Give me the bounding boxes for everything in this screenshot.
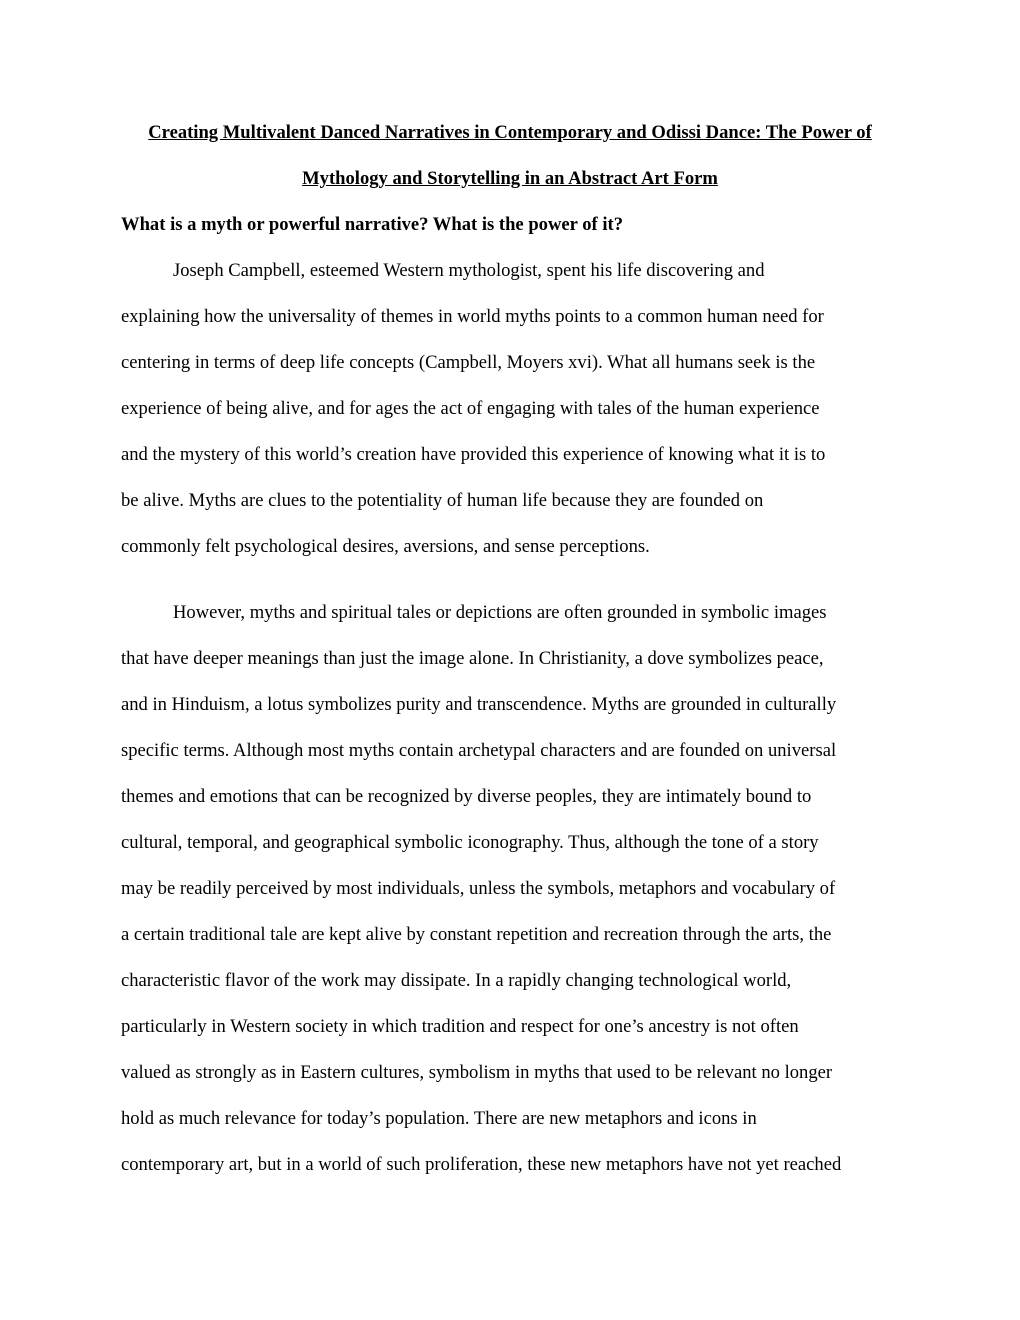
paragraph-1-line-6: be alive. Myths are clues to the potentiality of human life because they are founded on [121,490,764,511]
paragraph-2-line-12: hold as much relevance for today’s population. There are new metaphors and icons in [121,1108,757,1129]
paragraph-2-line-4: specific terms. Although most myths contain archetypal characters and are founded on universal [121,740,837,761]
paragraph-2-line-10: particularly in Western society in which tradition and respect for one’s ancestry is not often [121,1016,799,1037]
paragraph-1-line-4: experience of being alive, and for ages the act of engaging with tales of the human experience [121,398,820,419]
document-title-line-1: Creating Multivalent Danced Narratives in Contemporary and Odissi Dance: The Power of [148,122,872,143]
paragraph-1-line-3: centering in terms of deep life concepts (Campbell, Moyers xvi). What all humans seek is the [121,352,816,373]
section-heading: What is a myth or powerful narrative? What is the power of it? [121,214,624,235]
paragraph-2-line-5: themes and emotions that can be recognized by diverse peoples, they are intimately bound to [121,786,812,807]
paragraph-2-line-2: that have deeper meanings than just the image alone. In Christianity, a dove symbolizes peace, [121,648,824,669]
paragraph-1-line-1: Joseph Campbell, esteemed Western mythologist, spent his life discovering and [173,260,765,281]
paragraph-1-line-2: explaining how the universality of themes in world myths points to a common human need for [121,306,824,327]
paragraph-2-line-9: characteristic flavor of the work may dissipate. In a rapidly changing technological world, [121,970,792,991]
paragraph-2-line-13: contemporary art, but in a world of such proliferation, these new metaphors have not yet reached [121,1154,842,1175]
paragraph-2-line-6: cultural, temporal, and geographical symbolic iconography. Thus, although the tone of a story [121,832,819,853]
paragraph-2-line-1: However, myths and spiritual tales or depictions are often grounded in symbolic images [173,602,827,623]
paragraph-1-line-7: commonly felt psychological desires, aversions, and sense perceptions. [121,536,650,557]
paragraph-2-line-11: valued as strongly as in Eastern cultures, symbolism in myths that used to be relevant no longer [121,1062,833,1083]
paragraph-2-line-7: may be readily perceived by most individuals, unless the symbols, metaphors and vocabulary of [121,878,836,899]
paragraph-1-line-5: and the mystery of this world’s creation have provided this experience of knowing what it is to [121,444,826,465]
paragraph-2-line-8: a certain traditional tale are kept alive by constant repetition and recreation through the arts, the [121,924,832,945]
document-title-line-2: Mythology and Storytelling in an Abstract Art Form [302,168,718,189]
paragraph-2-line-3: and in Hinduism, a lotus symbolizes purity and transcendence. Myths are grounded in culturally [121,694,837,715]
